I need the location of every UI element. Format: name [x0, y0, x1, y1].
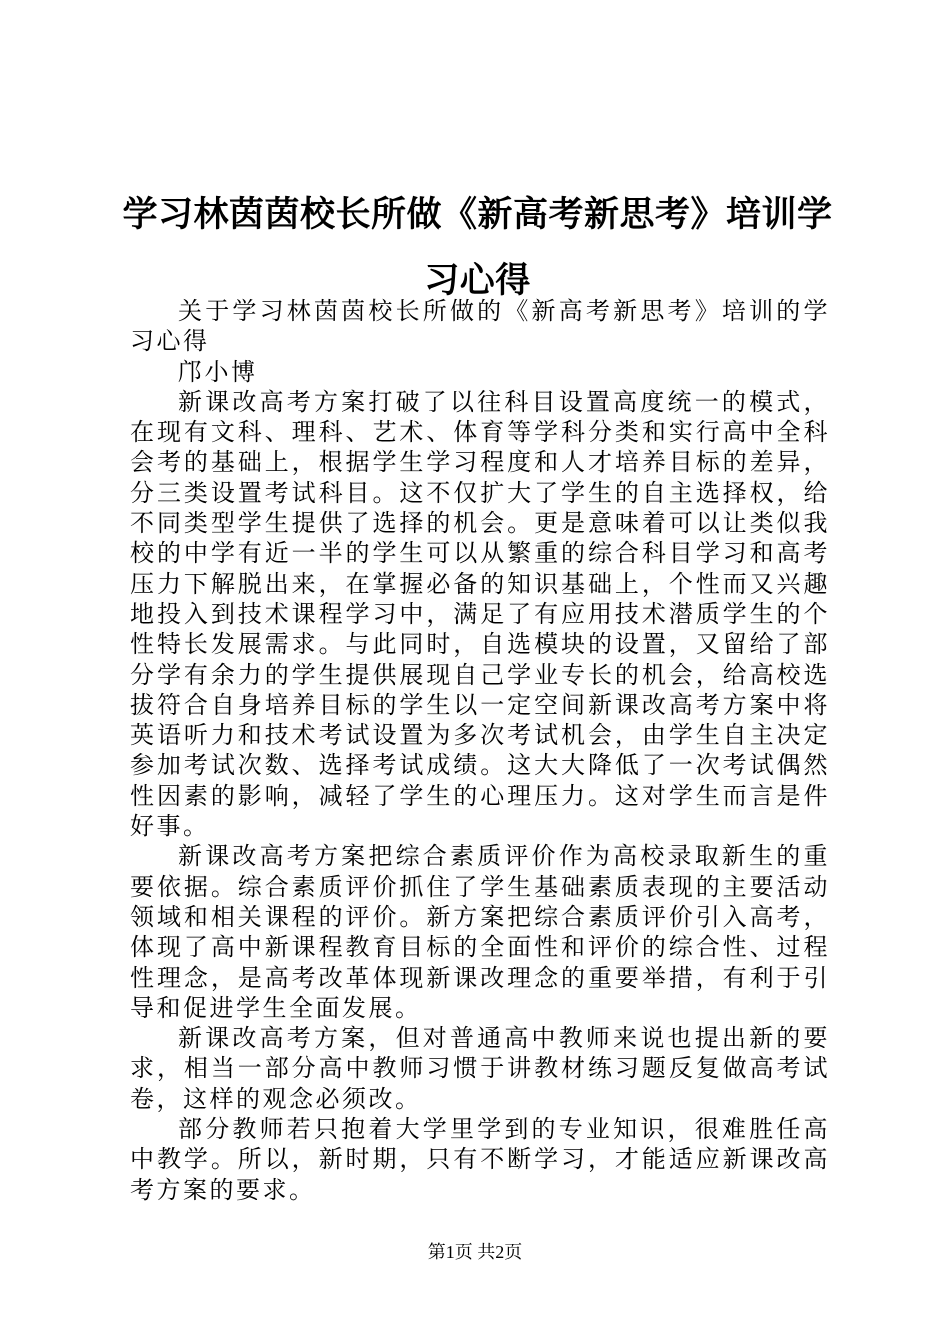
body-paragraph: 部分教师若只抱着大学里学到的专业知识，很难胜任高中教学。所以，新时期，只有不断学习，才能适应新课改高考方案的要求。 [130, 1115, 830, 1204]
author-name: 邝小博 [178, 357, 258, 386]
body-paragraph: 新课改高考方案把综合素质评价作为高校录取新生的重要依据。综合素质评价抓住了学生基础素质表现的主要活动领域和相关课程的评价。新方案把综合素质评价引入高考，体现了高中新课程教育目标的全面性和评价的综合性、过程性理念，是高考改革体现新课改理念的重要举措，有利于引导和促进学生全面发展。 [130, 842, 830, 1022]
page-footer [0, 1240, 950, 1264]
document-body [130, 296, 830, 1205]
document-title: 学习林茵茵校长所做《新高考新思考》培训学习心得 [122, 194, 833, 301]
page-number: 第1页 共2页 [427, 1242, 523, 1262]
document-subtitle: 关于学习林茵茵校长所做的《新高考新思考》培训的学习心得 [130, 297, 830, 356]
body-paragraph: 新课改高考方案打破了以往科目设置高度统一的模式，在现有文科、理科、艺术、体育等学科分类和实行高中全科会考的基础上，根据学生学习程度和人才培养目标的差异，分三类设置考试科目。这不仅扩大了学生的自主选择权，给不同类型学生提供了选择的机会。更是意味着可以让类似我校的中学有近一半的学生可以从繁重的综合科目学习和高考压力下解脱出来，在掌握必备的知识基础上，个性而又兴趣地投入到技术课程学习中，满足了有应用技术潜质学生的个性特长发展需求。与此同时，自选模块的设置，又留给了部分学有余力的学生提供展现自己学业专长的机会，给高校选拔符合自身培养目标的学生以一定空间新课改高考方案中将英语听力和技术考试设置为多次考试机会，由学生自主决定参加考试次数、选择考试成绩。这大大降低了一次考试偶然性因素的影响，减轻了学生的心理压力。这对学生而言是件好事。 [130, 387, 830, 841]
body-paragraph: 新课改高考方案，但对普通高中教师来说也提出新的要求，相当一部分高中教师习惯于讲教材练习题反复做高考试卷，这样的观念必须改。 [130, 1024, 830, 1113]
